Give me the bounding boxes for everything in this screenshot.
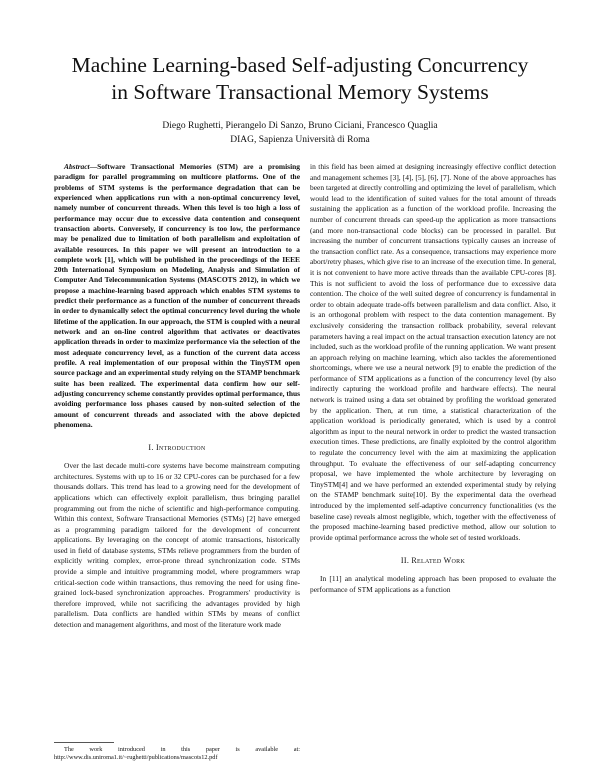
affiliation: DIAG, Sapienza Università di Roma xyxy=(230,135,370,145)
section-heading-introduction: I. Introduction xyxy=(148,443,206,453)
introduction-paragraph: Over the last decade multi-core systems have become mainstream computing architectures. Systems with up to 16 or 32 CPU-cores can be purchased for a few thousands dollars. This trend has lead to a growing need for the development of applications which can effectively exploit parallelism, thus bringing parallel programming out from the niche of scientific and high-performance computing. Within this context, Software Transactional Memories (STMs) [2] have emerged as a programming paradigm tailored for the development of concurrent applications. By leveraging on the concept of atomic transactions, historically used in field of database systems, STMs relieve programmers from the burden of explicitly writing complex, error-prone thread synchronization code. STMs provide a simple and intuitive programming model, where programmers wrap critical-section code within transactions, thus removing the need for using fine-grained lock-based synchronization approaches. Programmers' productivity is therefore improved, while not sacrificing the advantages provided by high parallelism. Data conflicts are handled within STMs by means of conflict detection and management algorithms, and most of the literature work made xyxy=(54,461,300,630)
footnote: The work introduced in this paper is available at: http://www.dis.uniroma1.it/~rughetti/publications/mascots12.pdf xyxy=(54,746,300,761)
abstract-lead: Abstract xyxy=(64,162,90,171)
abstract xyxy=(54,162,300,430)
title-line-2: in Software Transactional Memory Systems xyxy=(111,80,489,104)
footnote-rule xyxy=(54,742,114,743)
introduction-paragraph-continued: in this field has been aimed at designing increasingly effective conflict detection and management schemes [3], [4], [5], [6], [7]. None of the above approaches has been targeted at directly controlling and optimizing the level of parallelism, which would lead to the identification of suited values for the total amount of threads sustaining the application as a function of the workload profile. Increasing the number of concurrent threads can speed-up the application as more transactions (and more non-transactional code blocks) can be processed in parallel. But increasing the number of concurrent transactions typically causes an increase of the transaction conflict rate. As a consequence, transactions may experience more abort/retry phases, which give rise to an increase of the execution time. In general, it is not convenient to have more active threads than the available CPU-cores [8]. This is not sufficient to avoid the loss of performance due to excessive data contention. The choice of the well suited degree of concurrency is fundamental in order to obtain adequate trade-offs between parallelism and data conflict. Also, it is an orthogonal problem with respect to the data contention management. By exclusively considering the transaction rollback probability, several relevant parameters having a real impact on the actual transaction execution latency are not included, such as the workload profile of the running application. We want present an approach relying on machine learning, which also tackles the aforementioned shortcomings, where we use a neural network [9] to enable the prediction of the performance of STM applications as a function of the concurrency level (by also indirectly capturing the workload profile and hardware effects). The neural network is trained using a data set obtained by profiling the workload generated by the application. Then, at run time, a statistical characterization of the application workload is periodically generated, which is used by a control algorithm as input to the neural network in order to predict the wasted transaction execution times. These predictions, are finally exploited by the control algorithm to regulate the concurrency level with the aim at maximizing the application throughput. To evaluate the effectiveness of our self-adapting concurrency proposal, we have implemented the whole architecture by leveraging on TinySTM[4] and we have performed an extended experimental study by relying on the STAMP benchmark suite[10]. By the experimental data the overhead introduced by the implemented self-adaptive concurrency functionalities (vs the baseline case) reveals almost negligible, which, together with the effectiveness of the proposed machine-learning based predictive method, allow our solution to provide optimal performance across the whole set of tested workloads. xyxy=(310,162,556,542)
right-column xyxy=(310,162,556,596)
abstract-text: —Software Transactional Memories (STM) are a promising paradigm for parallel programming on multicore platforms. One of the problems of STM systems is the performance degradation that can be experienced when applications run with a non-optimal concurrency level, namely number of concurrent threads. When this level is too high a loss of performance may occur due to excessive data contention and consequent transaction aborts. Conversely, if concurrency is too low, the performance may be penalized due to limitation of both parallelism and exploitation of available resources. In this paper we will present an introduction to a complete work [1], which will be published in the proceedings of the IEEE 20th International Symposium on Modeling, Analysis and Simulation of Computer And Telecommunication Systems (MASCOTS 2012), in which we propose a machine-learning based approach which enables STM systems to predict their performance as a function of the number of concurrent threads in order to dynamically select the optimal concurrency level during the whole lifetime of the application. In our approach, the STM is coupled with a neural network and an on-line control algorithm that activates or deactivates application threads in order to maximize performance via the selection of the most adequate concurrency level, as a function of the current data access profile. A real implementation of our proposal within the TinySTM open source package and an experimental study relying on the STAMP benchmark suite has been realized. The experimental data confirm how our self-adjusting concurrency scheme constantly provides optimal performance, thus avoiding performance loss phases caused by non-suited selection of the amount of concurrent threads and associated with the above depicted phenomena. xyxy=(54,162,300,429)
author-list: Diego Rughetti, Pierangelo Di Sanzo, Bruno Ciciani, Francesco Quaglia xyxy=(162,121,438,131)
paper-title xyxy=(30,52,570,106)
section-heading-related-work: II. Related Work xyxy=(400,556,466,566)
left-column xyxy=(54,162,300,631)
title-line-1: Machine Learning-based Self-adjusting Concurrency xyxy=(71,53,529,77)
related-work-paragraph: In [11] an analytical modeling approach has been proposed to evaluate the performance of STM applications as a function xyxy=(310,574,556,594)
